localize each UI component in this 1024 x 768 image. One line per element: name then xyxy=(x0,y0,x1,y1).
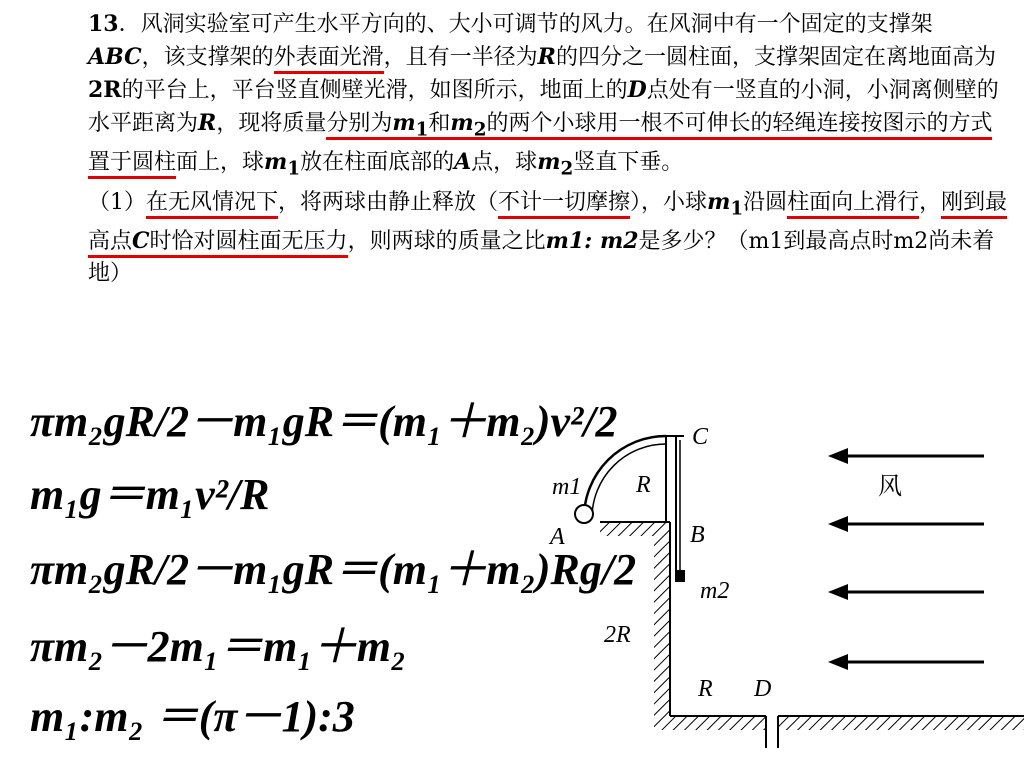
wind-arrow xyxy=(828,654,984,670)
equation-result: m₁:m₂ ＝(π－1):3 xyxy=(30,692,355,741)
quarter-cylinder-inner xyxy=(592,444,666,518)
underlined-phrase: 刚到最高点C时 xyxy=(88,190,1007,258)
var-r: R xyxy=(537,44,556,70)
text: ，将两球由静止释放（ xyxy=(278,189,499,215)
text: 放在柱面底部的 xyxy=(300,150,455,176)
text: ，该支撑架的 xyxy=(141,45,274,70)
label-wind: 风 xyxy=(878,472,902,500)
hole-gap xyxy=(766,714,778,748)
label-r-arc: R xyxy=(636,472,651,498)
ball-m1 xyxy=(575,505,593,523)
wind-arrows xyxy=(828,448,984,670)
text: ），小球 xyxy=(630,189,708,215)
label-m1: m1 xyxy=(552,474,582,500)
label-m2: m2 xyxy=(700,578,730,604)
label-r-ground: R xyxy=(698,676,713,702)
text: 点处有一竖直的小洞，小洞离侧壁的水平距离为 xyxy=(88,78,999,136)
text: ，且有一半径为 xyxy=(383,45,538,70)
label-2r: 2R xyxy=(604,622,631,648)
wind-arrow xyxy=(828,448,984,464)
equation-energy: πm₂gR/2－m₁gR＝(m₁＋m₂)v²/2 xyxy=(30,397,618,446)
underlined-phrase: 不计一切摩擦 xyxy=(498,190,630,219)
subquestion-number: （1） xyxy=(88,189,146,215)
var-m2: m xyxy=(537,149,561,176)
problem-statement xyxy=(8,8,1008,290)
underlined-phrase: 恰对圆柱面无压力 xyxy=(172,229,348,258)
mass-ratio: m1: m2 xyxy=(545,228,639,255)
text: 竖直下垂。 xyxy=(573,150,684,176)
text: 是多少？（ xyxy=(638,229,749,255)
text: ，现将质量 xyxy=(216,111,327,136)
text: 面上，球 xyxy=(176,150,265,176)
text: ，则两球的质量之比 xyxy=(347,229,546,255)
underlined-phrase: 分别为$m_1$和$m_2$的两个小球用一根不可伸长的轻绳连接按图示的方式置于圆柱 xyxy=(88,111,992,179)
text: 点，球 xyxy=(471,150,538,176)
text: 的四分之一圆柱面，支撑架固定在离地面高为 xyxy=(555,45,996,70)
var-a: A xyxy=(454,149,472,176)
text: ．风洞实验室可产生水平方向的、大小可调节的风力。在风洞中有一个固定的支撑架 xyxy=(118,12,933,37)
var-d: D xyxy=(627,77,647,103)
quarter-cylinder-outer xyxy=(584,436,666,518)
platform-top-hatch xyxy=(600,522,670,536)
var-m1: m xyxy=(264,149,288,176)
underlined-phrase: 柱面向上滑行 xyxy=(787,190,919,219)
equation-substituted: πm₂gR/2－m₁gR＝(m₁＋m₂)Rg/2 xyxy=(30,545,637,594)
var-r: R xyxy=(198,110,217,136)
text: 沿圆 xyxy=(743,189,788,215)
underlined-phrase: 在无风情况下 xyxy=(146,190,278,219)
equation-simplified: πm₂－2m₁＝m₁＋m₂ xyxy=(30,622,407,671)
underlined-phrase: 外表面光滑 xyxy=(274,45,384,74)
label-a: A xyxy=(550,524,565,550)
problem-paragraph-1: 13．风洞实验室可产生水平方向的、大小可调节的风力。在风洞中有一个固定的支撑架ABC，该支撑架的外表面光滑，且有一半径为R的四分之一圆柱面，支撑架固定在离地面高为2R的平台上，平台竖直侧壁光滑，如图所示，地面上的D点处有一竖直的小洞，小洞离侧壁的水平距离为R，现将质量分别为$m_1$和$m_2$的两个小球用一根不可伸长的轻绳连接按图示的方式置于圆柱面上，球$m_1$放在柱面底部的A点，球$m_2$竖直下垂。 xyxy=(88,11,999,180)
wind-arrow xyxy=(828,584,984,600)
text: ， xyxy=(919,189,942,215)
var-abc: ABC xyxy=(88,44,142,70)
text: m1到最高点时m2尚未着地） xyxy=(88,229,995,287)
platform-wall-hatch xyxy=(654,536,670,716)
equation-centripetal: m₁g＝m₁v²/R xyxy=(30,470,270,519)
var-2r: 2R xyxy=(88,77,122,103)
problem-number: 13 xyxy=(88,11,119,37)
text: 的平台上，平台竖直侧壁光滑，如图所示，地面上的 xyxy=(121,78,628,103)
ground-hatch xyxy=(654,716,1024,730)
apparatus-diagram xyxy=(540,410,1024,768)
ball-m2 xyxy=(675,570,685,582)
label-d: D xyxy=(754,676,772,702)
label-b: B xyxy=(690,522,705,548)
problem-paragraph-2: （1）在无风情况下，将两球由静止释放（不计一切摩擦），小球$m_1$沿圆柱面向上滑行，刚到最高点C时恰对圆柱面无压力，则两球的质量之比m1: m2是多少？（m1到最高点时m2尚未着地） xyxy=(88,188,1008,287)
wind-arrow xyxy=(828,516,984,532)
label-c: C xyxy=(692,424,709,450)
